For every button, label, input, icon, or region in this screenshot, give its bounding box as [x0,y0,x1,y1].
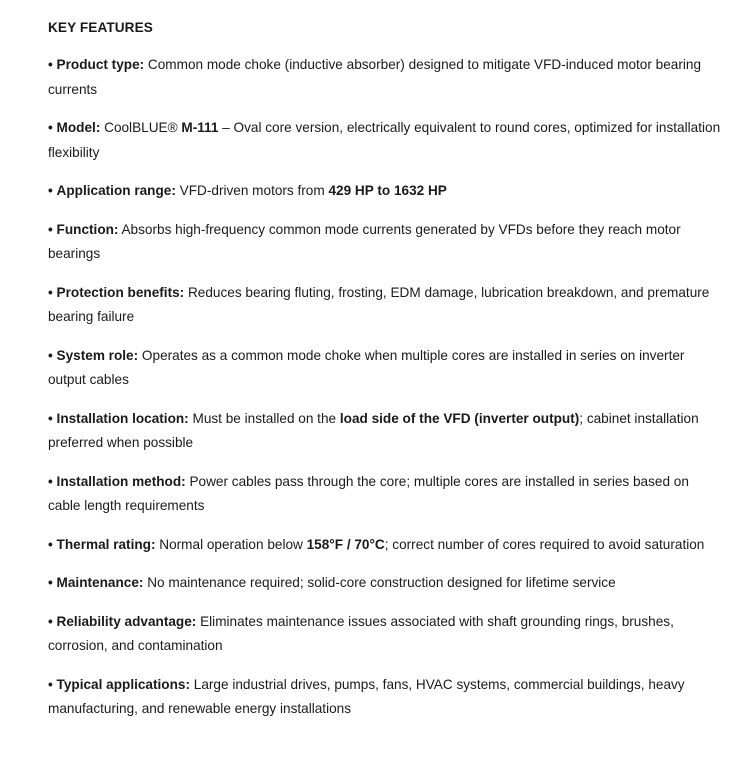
bullet: • [48,575,53,590]
feature-label: Function: [56,221,119,237]
bullet: • [48,347,53,363]
feature-text: Operates as a common mode choke when multiple cores are installed in series on inverter output cables [48,347,685,387]
feature-label: Reliability advantage: [56,613,197,629]
feature-text: ; cabinet installation preferred when possible [48,410,699,450]
feature-text: – Oval core version, electrically equivalent to round cores, optimized for installation flexibility [48,120,721,160]
bullet: • [48,183,53,198]
feature-text: CoolBLUE® [100,120,182,135]
bullet: • [48,57,53,72]
bullet: • [48,221,53,237]
feature-typical-applications [48,673,722,722]
feature-list [48,53,722,722]
feature-installation-method [48,470,722,519]
feature-label: Installation method: [56,473,186,489]
feature-application-range [48,179,722,204]
feature-label: Thermal rating: [56,536,156,552]
feature-emphasis: 158°F / 70°C [306,536,385,552]
feature-label: Installation location: [56,410,189,426]
bullet: • [48,676,53,692]
feature-text: Reduces bearing fluting, frosting, EDM damage, lubrication breakdown, and premature bearing failure [48,284,710,324]
bullet: • [48,613,53,629]
feature-maintenance [48,571,722,596]
feature-label: Typical applications: [56,676,190,692]
feature-protection-benefits [48,281,722,330]
feature-text: VFD-driven motors from [175,183,329,198]
feature-label: Maintenance: [56,575,144,590]
feature-text: Absorbs high-frequency common mode currents generated by VFDs before they reach motor bearings [48,221,681,261]
bullet: • [48,536,53,552]
feature-emphasis: load side of the VFD (inverter output) [339,410,580,426]
feature-model [48,116,722,165]
section-heading: KEY FEATURES [48,20,153,35]
bullet: • [48,120,53,135]
feature-product-type [48,53,722,102]
feature-function [48,218,722,267]
feature-text: Must be installed on the [188,410,340,426]
feature-text: Large industrial drives, pumps, fans, HVAC systems, commercial buildings, heavy manufacturing, and renewable energy installations [48,676,685,716]
feature-label: Model: [56,120,101,135]
feature-text: No maintenance required; solid-core construction designed for lifetime service [143,575,616,590]
feature-reliability-advantage [48,610,722,659]
feature-emphasis: 429 HP to 1632 HP [328,183,447,198]
feature-label: Application range: [56,183,176,198]
feature-text: Normal operation below [155,536,307,552]
feature-system-role [48,344,722,393]
feature-label: System role: [56,347,139,363]
feature-label: Product type: [56,57,145,72]
feature-text: Power cables pass through the core; multiple cores are installed in series based on cable length requirements [48,473,689,513]
feature-label: Protection benefits: [56,284,185,300]
bullet: • [48,284,53,300]
bullet: • [48,410,53,426]
feature-text: ; correct number of cores required to avoid saturation [384,536,705,552]
feature-thermal-rating [48,533,722,558]
feature-text: Common mode choke (inductive absorber) designed to mitigate VFD-induced motor bearing currents [48,57,702,97]
feature-text: Eliminates maintenance issues associated with shaft grounding rings, brushes, corrosion, and contamination [48,613,674,653]
feature-installation-location [48,407,722,456]
feature-emphasis: M-111 [181,120,219,135]
bullet: • [48,473,53,489]
